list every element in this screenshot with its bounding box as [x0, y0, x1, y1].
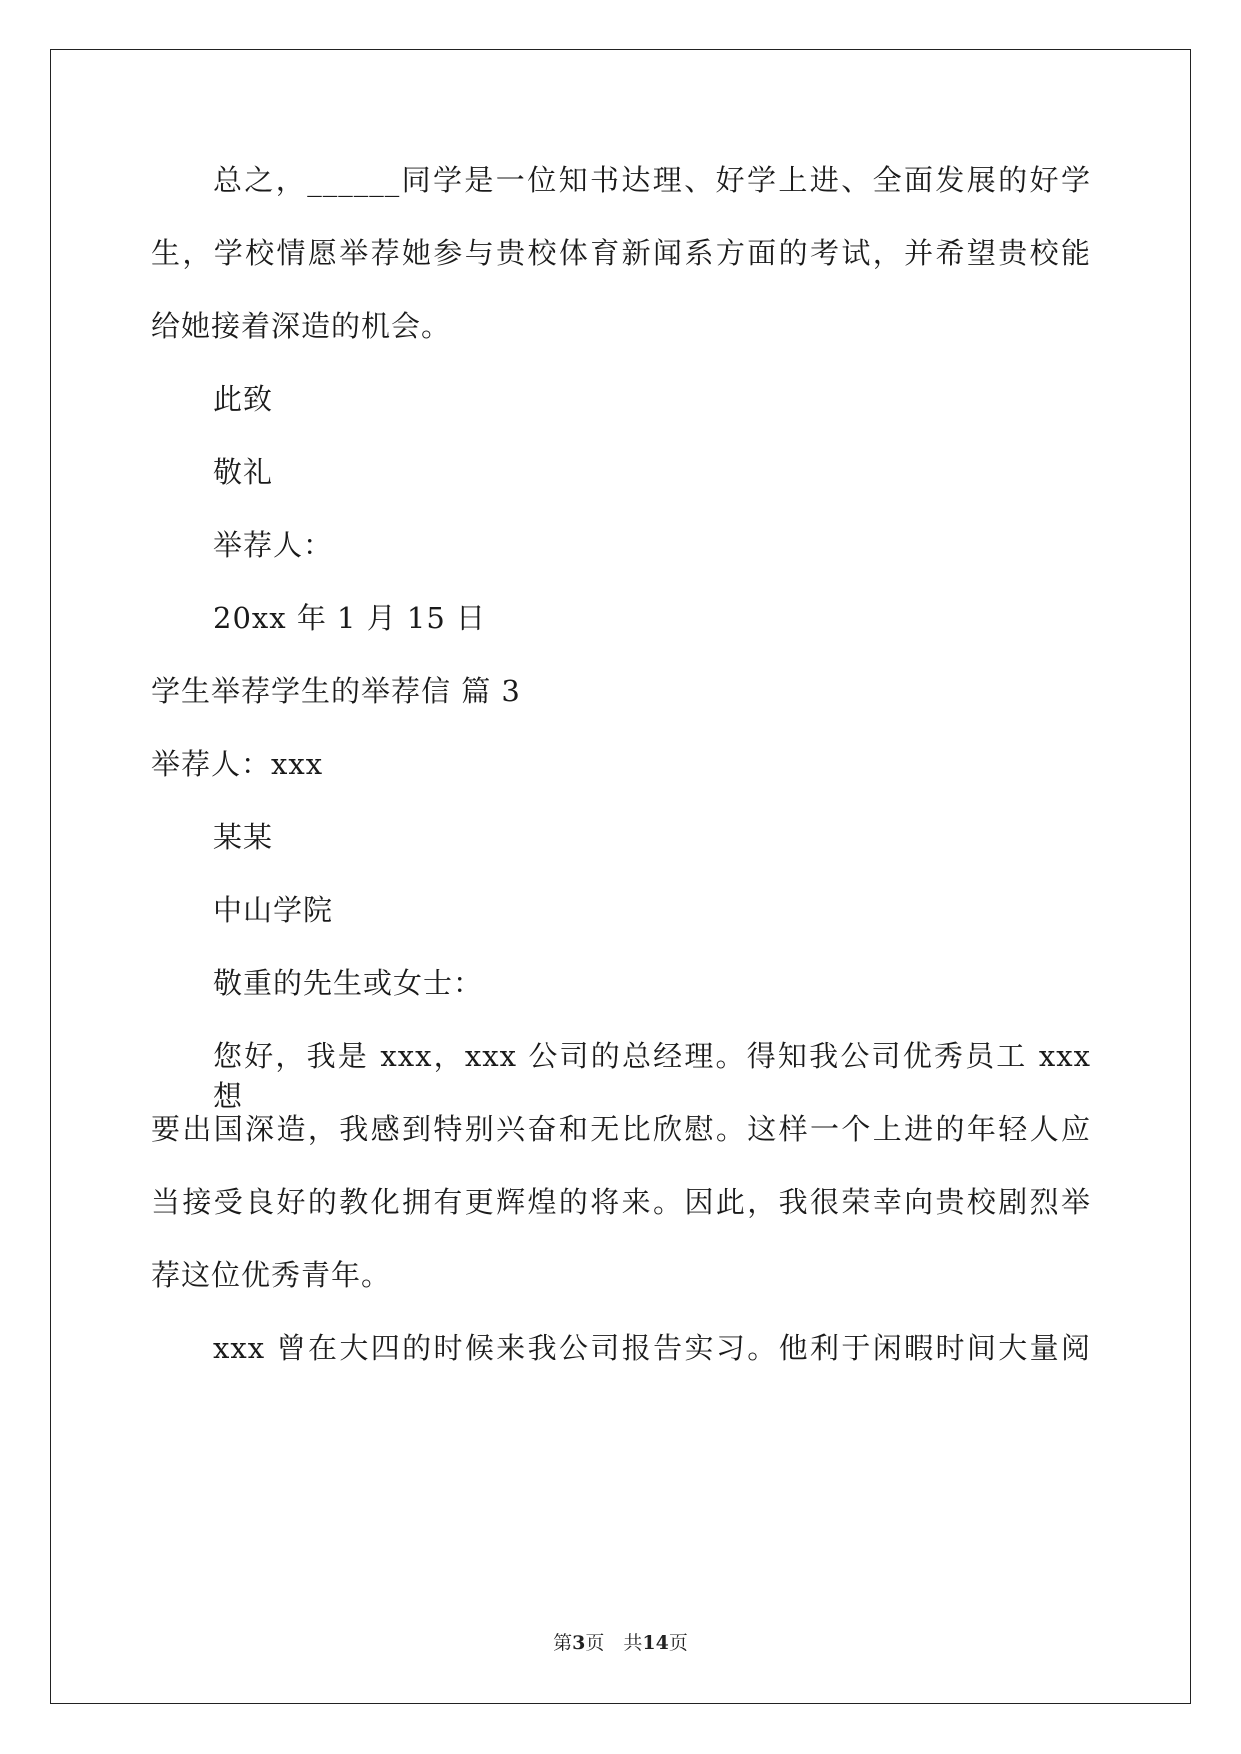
paragraph-line: xxx 曾在大四的时候来我公司报告实习。他利于闲暇时间大量阅 — [213, 1331, 1091, 1365]
footer-suffix: 页 — [668, 1632, 688, 1654]
paragraph-line: 当接受良好的教化拥有更辉煌的将来。因此，我很荣幸向贵校剧烈举 — [151, 1185, 1091, 1219]
footer-mid: 页 共 — [585, 1632, 643, 1654]
recommender-name: 举荐人：xxx — [151, 747, 324, 781]
closing-line: 此致 — [213, 382, 274, 416]
paragraph-line: 您好，我是 xxx，xxx 公司的总经理。得知我公司优秀员工 xxx 想 — [213, 1039, 1091, 1113]
recipient-org: 中山学院 — [213, 893, 334, 927]
paragraph-line: 总之，______同学是一位知书达理、好学上进、全面发展的好学 — [213, 163, 1091, 197]
paragraph-line: 荐这位优秀青年。 — [151, 1258, 392, 1292]
total-pages-number: 14 — [642, 1632, 669, 1654]
recommender-label: 举荐人： — [213, 528, 334, 562]
paragraph-line: 给她接着深造的机会。 — [151, 309, 452, 343]
paragraph-line: 要出国深造，我感到特别兴奋和无比欣慰。这样一个上进的年轻人应 — [151, 1112, 1091, 1146]
recipient-name: 某某 — [213, 820, 274, 854]
current-page-number: 3 — [572, 1632, 586, 1654]
closing-line: 敬礼 — [213, 455, 274, 489]
paragraph-line: 生，学校情愿举荐她参与贵校体育新闻系方面的考试，并希望贵校能 — [151, 236, 1091, 270]
section-title: 学生举荐学生的举荐信 篇 3 — [151, 674, 521, 708]
page-border — [50, 49, 1191, 1704]
date-line: 20xx 年 1 月 15 日 — [213, 601, 487, 635]
footer-prefix: 第 — [553, 1632, 573, 1654]
salutation: 敬重的先生或女士： — [213, 966, 484, 1000]
page-footer — [0, 1628, 1241, 1655]
